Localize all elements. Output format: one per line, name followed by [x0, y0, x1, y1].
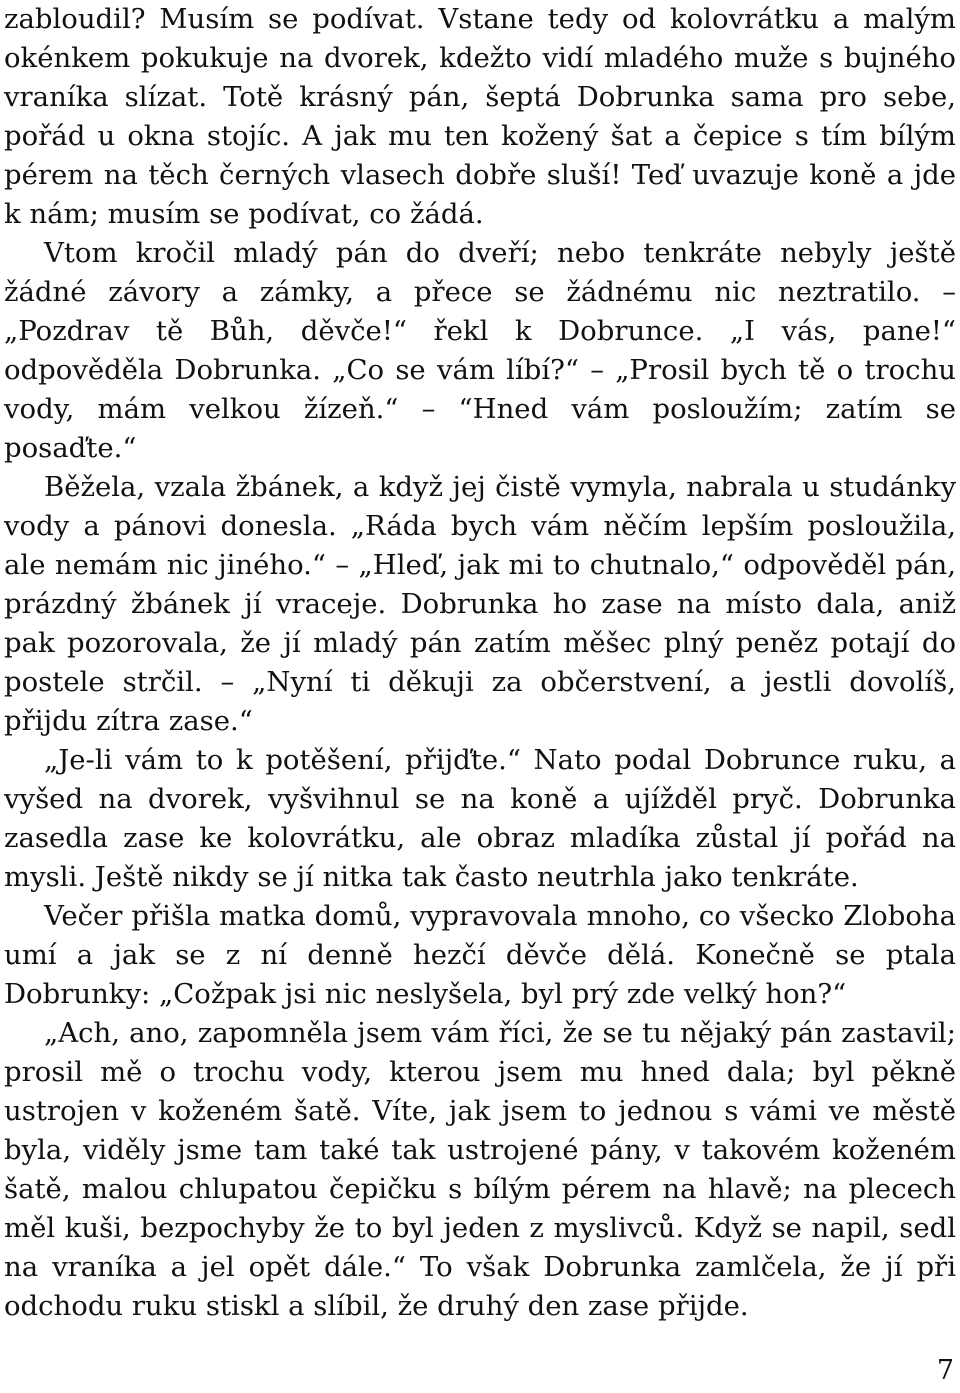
- paragraph-1: zabloudil? Musím se podívat. Vstane tedy od kolovrátku a malým okénkem pokukuje na dvorek, kdežto vidí mladého muže s bujného vraníka slízat. Totě krásný pán, šeptá Dobrunka sama pro sebe, pořád u okna stojíc. A jak mu ten kožený šat a čepice s tím bílým pérem na těch černých vlasech dobře sluší! Teď uvazuje koně a jde k nám; musím se podívat, co žádá.: [4, 3, 956, 230]
- paragraph-3: Běžela, vzala žbánek, a když jej čistě vymyla, nabrala u studánky vody a pánovi donesla. „Ráda bych vám něčím lepším posloužila, ale nemám nic jiného.“ – „Hleď, jak mi to chutnalo,“ odpověděl pán, prázdný žbánek jí vraceje. Dobrunka ho zase na místo dala, aniž pak pozorovala, že jí mladý pán zatím měšec plný peněz potají do postele strčil. – „Nyní ti děkuji za občerstvení, a jestli dovolíš, přijdu zítra zase.“: [4, 471, 956, 737]
- paragraph-4: „Je-li vám to k potěšení, přijďte.“ Nato podal Dobrunce ruku, a vyšed na dvorek, vyšvihnul se na koně a ujížděl pryč. Dobrunka zasedla zase ke kolovrátku, ale obraz mladíka zůstal jí pořád na mysli. Ještě nikdy se jí nitka tak často neutrhla jako tenkráte.: [4, 744, 956, 893]
- body-text: [4, 0, 956, 1326]
- paragraph-6: „Ach, ano, zapomněla jsem vám říci, že se tu nějaký pán zastavil; prosil mě o trochu vody, kterou jsem mu hned dala; byl pěkně ustrojen v koženém šatě. Víte, jak jsem to jednou s vámi ve městě byla, viděly jsme tam také tak ustrojené pány, v takovém koženém šatě, malou chlupatou čepičku s bílým pérem na hlavě; na plecech měl kuši, bezpochyby že to byl jeden z myslivců. Když se napil, sedl na vraníka a jel opět dále.“ To však Dobrunka zamlčela, že jí při odchodu ruku stiskl a slíbil, že druhý den zase přijde.: [4, 1017, 956, 1322]
- page-number: 7: [936, 1355, 954, 1386]
- paragraph-5: Večer přišla matka domů, vypravovala mnoho, co všecko Zloboha umí a jak se z ní denně hezčí děvče dělá. Konečně se ptala Dobrunky: „Cožpak jsi nic neslyšela, byl prý zde velký hon?“: [4, 900, 956, 1010]
- paragraph-2: Vtom kročil mladý pán do dveří; nebo tenkráte nebyly ještě žádné závory a zámky, a přece se žádnému nic neztratilo. – „Pozdrav tě Bůh, děvče!“ řekl k Dobrunce. „I vás, pane!“ odpověděla Dobrunka. „Co se vám líbí?“ – „Prosil bych tě o trochu vody, mám velkou žízeň.“ – “Hned vám posloužím; zatím se posaďte.“: [4, 237, 956, 464]
